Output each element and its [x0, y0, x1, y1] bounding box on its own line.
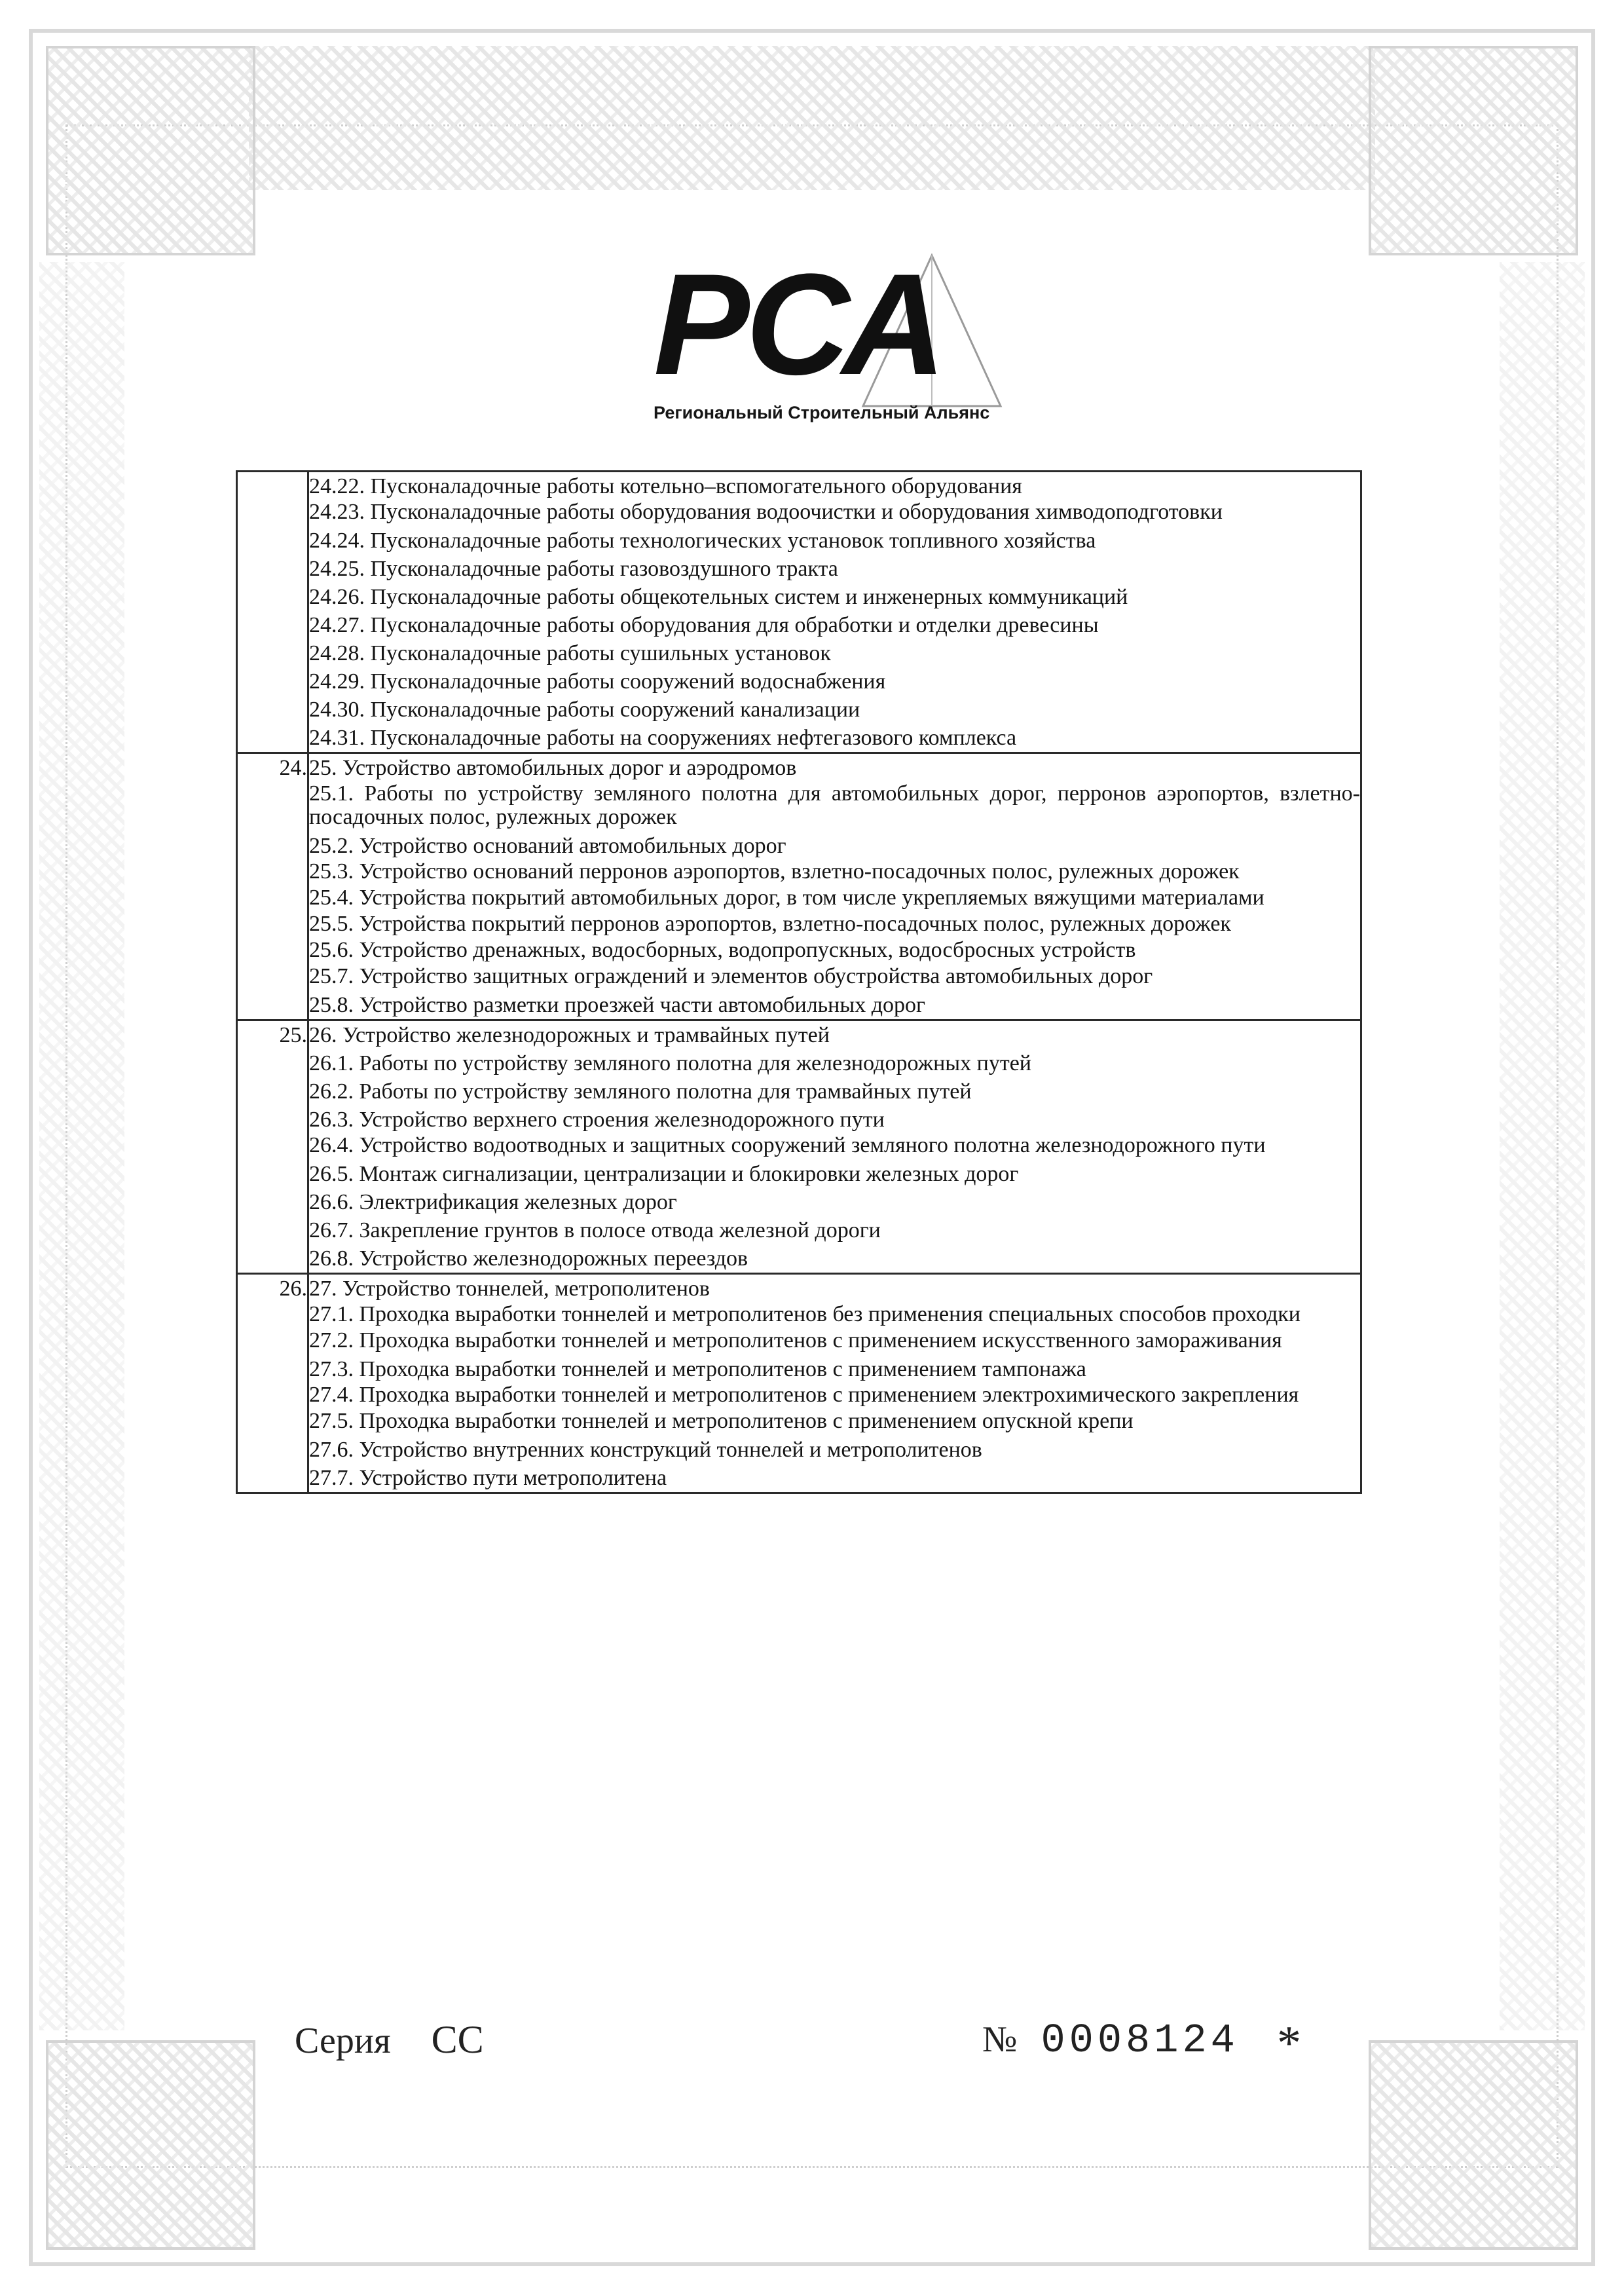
list-item: 27.7. Устройство пути метрополитена: [309, 1466, 667, 1490]
list-item: 27.6. Устройство внутренних конструкций тоннелей и метрополитенов: [309, 1438, 982, 1462]
list-item: 24.22. Пусконаладочные работы котельно–вспомогательного оборудования: [309, 474, 1022, 498]
ornament-corner-bottom-right: [1369, 2040, 1578, 2250]
section-heading: 26. Устройство железнодорожных и трамвайных путей: [309, 1023, 830, 1047]
list-item: 26.1. Работы по устройству земляного полотна для железнодорожных путей: [309, 1051, 1031, 1075]
list-item: 26.4. Устройство водоотводных и защитных сооружений земляного полотна железнодорожного пути: [309, 1133, 1266, 1157]
list-item: 26.8. Устройство железнодорожных переездов: [309, 1246, 748, 1271]
logo-mark: РСА: [654, 244, 943, 405]
list-item: 24.31. Пусконаладочные работы на сооружениях нефтегазового комплекса: [309, 726, 1017, 750]
list-item: 24.29. Пусконаладочные работы сооружений водоснабжения: [309, 669, 886, 694]
list-item: 25.5. Устройства покрытий перронов аэропортов, взлетно-посадочных полос, рулежных дорожек: [309, 912, 1231, 936]
list-item: 25.2. Устройство оснований автомобильных дорог: [309, 834, 786, 858]
table-row: [237, 1020, 1361, 1274]
list-item: 26.3. Устройство верхнего строения железнодорожного пути: [309, 1108, 885, 1132]
list-item: 24.25. Пусконаладочные работы газовоздушного тракта: [309, 557, 838, 581]
list-item: 27.4. Проходка выработки тоннелей и метрополитенов с применением электрохимического закрепления: [309, 1383, 1299, 1407]
rsa-logo: [654, 244, 994, 439]
list-item: 25.8. Устройство разметки проезжей части автомобильных дорог: [309, 993, 925, 1017]
list-item: 24.23. Пусконаладочные работы оборудования водоочистки и оборудования химводоподготовки: [309, 500, 1223, 524]
list-item: 26.2. Работы по устройству земляного полотна для трамвайных путей: [309, 1079, 972, 1104]
ornament-corner-top-right: [1369, 46, 1578, 255]
row-number: [237, 472, 308, 753]
table-row: [237, 472, 1361, 753]
list-item: 25.3. Устройство оснований перронов аэропортов, взлетно-посадочных полос, рулежных дорожек: [309, 859, 1240, 884]
ornament-corner-top-left: [46, 46, 255, 255]
section-heading: 25. Устройство автомобильных дорог и аэродромов: [309, 756, 797, 780]
ornament-right-band: [1500, 262, 1585, 2030]
list-item: 24.24. Пусконаладочные работы технологических установок топливного хозяйства: [309, 529, 1096, 553]
table-row: [237, 1274, 1361, 1493]
row-content: [308, 1274, 1361, 1493]
list-item: 25.6. Устройство дренажных, водосборных, водопропускных, водосбросных устройств: [309, 938, 1136, 962]
list-item: 24.30. Пусконаладочные работы сооружений канализации: [309, 698, 860, 722]
table-row: [237, 753, 1361, 1020]
ornament-corner-bottom-left: [46, 2040, 255, 2250]
works-table: [236, 470, 1362, 1494]
section-heading: 27. Устройство тоннелей, метрополитенов: [309, 1277, 710, 1301]
list-item: 27.1. Проходка выработки тоннелей и метрополитенов без применения специальных способов проходки: [309, 1302, 1301, 1326]
list-item: 26.5. Монтаж сигнализации, централизации и блокировки железных дорог: [309, 1162, 1019, 1186]
list-item: 26.6. Электрификация железных дорог: [309, 1190, 677, 1214]
list-item: 27.3. Проходка выработки тоннелей и метрополитенов с применением тампонажа: [309, 1357, 1086, 1381]
list-item: 24.27. Пусконаладочные работы оборудования для обработки и отделки древесины: [309, 613, 1099, 637]
number-label: №: [982, 2019, 1018, 2060]
number-value: 0008124: [1041, 2017, 1239, 2064]
asterisk-mark: *: [1277, 2017, 1301, 2070]
list-item: 25.1. Работы по устройству земляного полотна для автомобильных дорог, перронов аэропортов, взлетно-посадочных полос, рулежных дорожек: [309, 781, 1360, 829]
list-item: 27.2. Проходка выработки тоннелей и метрополитенов с применением искусственного замораживания: [309, 1328, 1282, 1353]
ornament-top-band: [249, 46, 1375, 190]
series-label: Серия: [295, 2021, 391, 2061]
row-content: [308, 753, 1361, 1020]
list-item: 25.4. Устройства покрытий автомобильных дорог, в том числе укрепляемых вяжущими материалами: [309, 886, 1264, 910]
row-content: [308, 1020, 1361, 1274]
list-item: 26.7. Закрепление грунтов в полосе отвода железной дороги: [309, 1218, 881, 1242]
list-item: 27.5. Проходка выработки тоннелей и метрополитенов с применением опускной крепи: [309, 1409, 1134, 1433]
row-content: [308, 472, 1361, 753]
document-number-field: [982, 2017, 1239, 2064]
series-field: [295, 2017, 484, 2062]
logo-tagline: Региональный Строительный Альянс: [654, 403, 990, 422]
list-item: 24.26. Пусконаладочные работы общекотельных систем и инженерных коммуникаций: [309, 585, 1128, 609]
list-item: 25.7. Устройство защитных ограждений и элементов обустройства автомобильных дорог: [309, 964, 1153, 988]
row-number: 25.: [237, 1020, 308, 1274]
series-value: СС: [431, 2018, 484, 2061]
list-item: 24.28. Пусконаладочные работы сушильных установок: [309, 641, 831, 665]
row-number: 26.: [237, 1274, 308, 1493]
row-number: 24.: [237, 753, 308, 1020]
ornament-left-band: [39, 262, 124, 2030]
